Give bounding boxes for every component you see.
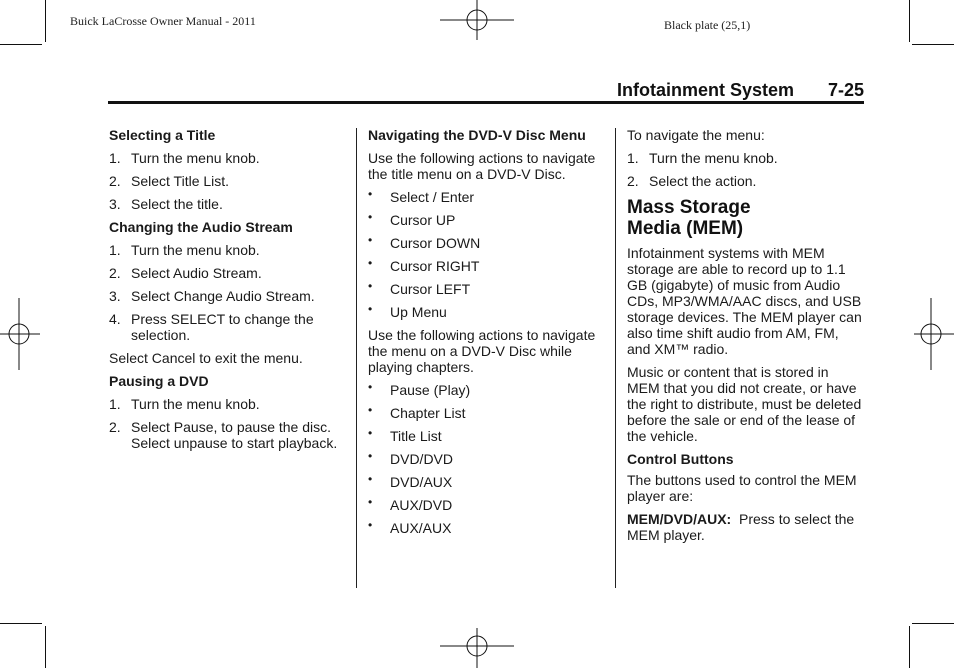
list-item: • AUX/DVD xyxy=(368,495,453,513)
list-item: • Cursor UP xyxy=(368,210,456,228)
intro-title-menu: Use the following actions to navigate the title menu on a DVD-V Disc. xyxy=(368,150,596,182)
nav-intro: To navigate the menu: xyxy=(627,127,765,143)
section-title: Infotainment System xyxy=(616,80,794,100)
steps-selecting-title xyxy=(109,150,349,212)
list-item: 1. Turn the menu knob. xyxy=(109,150,260,166)
plate-label-left: Buick LaCrosse Owner Manual - 2011 xyxy=(70,14,256,28)
cancel-note: Select Cancel to exit the menu. xyxy=(109,350,303,366)
heading-control-buttons: Control Buttons xyxy=(627,451,734,467)
crop-mark xyxy=(0,44,42,45)
list-item: • Cursor DOWN xyxy=(368,233,481,251)
registration-mark-icon xyxy=(440,0,514,40)
crop-mark xyxy=(0,623,42,624)
list-item: • Cursor LEFT xyxy=(368,279,471,297)
registration-mark-icon xyxy=(440,628,514,668)
mem-button-label: MEM/DVD/AUX: xyxy=(627,511,732,527)
list-item: • Title List xyxy=(368,426,442,444)
list-item: • Select / Enter xyxy=(368,187,475,205)
crop-mark xyxy=(909,0,910,42)
heading-audio-stream: Changing the Audio Stream xyxy=(109,219,293,235)
list-item: 2. Select Pause, to pause the disc. Select unpause to start playback. xyxy=(109,419,338,451)
list-item: 1. Turn the menu knob. xyxy=(109,396,260,412)
mem-paragraph-1: Infotainment systems with MEM storage are able to record up to 1.1 GB (gigabyte) of music from Audio CDs, MP3/WMA/AAC discs, and USB storage devices. The MEM player can also time shift audio from AM, FM, and XM™ radio. xyxy=(627,245,862,357)
list-item: 1. Turn the menu knob. xyxy=(109,242,260,258)
column-1 xyxy=(109,127,349,458)
control-paragraph: The buttons used to control the MEM player are: xyxy=(627,472,857,504)
actions-chapter-menu xyxy=(368,382,608,536)
heading-selecting-title: Selecting a Title xyxy=(109,127,216,143)
section-header xyxy=(108,80,864,100)
crop-mark xyxy=(45,0,46,42)
column-2 xyxy=(368,127,608,543)
crop-mark xyxy=(45,626,46,668)
heading-mass-storage: Mass Storage Media (MEM) xyxy=(627,197,751,239)
column-divider xyxy=(356,128,357,588)
list-item: 2. Select the action. xyxy=(627,173,757,189)
list-item: • Pause (Play) xyxy=(368,380,471,398)
steps-audio-stream xyxy=(109,242,349,343)
list-item: • AUX/AUX xyxy=(368,518,452,536)
actions-title-menu xyxy=(368,189,608,320)
plate-label-right: Black plate (25,1) xyxy=(664,18,751,32)
list-item: 1. Turn the menu knob. xyxy=(627,150,778,166)
column-3 xyxy=(627,127,865,550)
list-item: • DVD/DVD xyxy=(368,449,454,467)
intro-chapter-menu: Use the following actions to navigate the menu on a DVD-V Disc while playing chapters. xyxy=(368,327,596,375)
crop-mark xyxy=(909,626,910,668)
crop-mark xyxy=(912,623,954,624)
mem-paragraph-2: Music or content that is stored in MEM that you did not create, or have the right to distribute, must be deleted before the sale or end of the lease of the vehicle. xyxy=(627,364,862,444)
registration-mark-icon xyxy=(0,298,40,370)
list-item: • Up Menu xyxy=(368,302,447,320)
steps-navigate xyxy=(627,150,865,189)
list-item: • Chapter List xyxy=(368,403,466,421)
page-number: 7-25 xyxy=(827,80,864,100)
list-item: • Cursor RIGHT xyxy=(368,256,480,274)
list-item: 2. Select Title List. xyxy=(109,173,230,189)
list-item: 3. Select the title. xyxy=(109,196,223,212)
list-item: 4. Press SELECT to change the selection. xyxy=(109,311,314,343)
registration-mark-icon xyxy=(914,298,954,370)
list-item: 2. Select Audio Stream. xyxy=(109,265,262,281)
crop-mark xyxy=(912,44,954,45)
heading-dvd-menu: Navigating the DVD-V Disc Menu xyxy=(368,127,586,143)
column-divider xyxy=(615,128,616,588)
heading-pausing-dvd: Pausing a DVD xyxy=(109,373,209,389)
steps-pausing-dvd xyxy=(109,396,349,451)
header-rule xyxy=(108,101,864,104)
list-item: • DVD/AUX xyxy=(368,472,453,490)
list-item: 3. Select Change Audio Stream. xyxy=(109,288,315,304)
mem-button-description: MEM/DVD/AUX: Press to select the MEM player. xyxy=(627,511,855,543)
